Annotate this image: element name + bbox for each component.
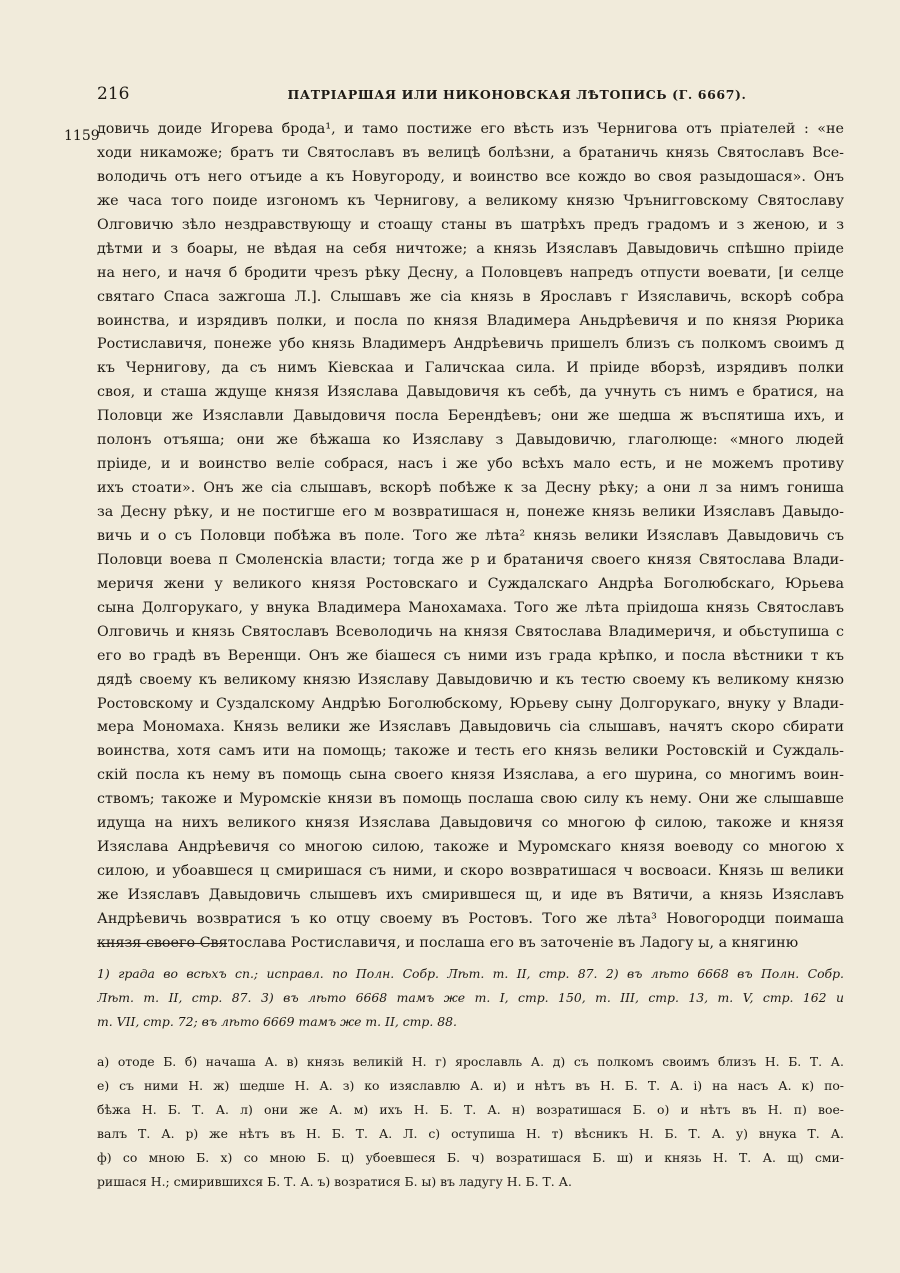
- footnote-divider: [97, 943, 227, 944]
- text-line: на него, и начя б бродити чрезъ рѣку Десну, а Половцевъ напредъ отпусти воевати, [и селце: [97, 264, 844, 281]
- page-number: 216: [97, 84, 130, 104]
- text-line: полонъ отъяша; они же бѣжаша ко Изяславу з Давыдовичю, глаголюще: «много людей: [97, 432, 844, 449]
- text-line: ходи никаможе; братъ ти Святославъ въ велицѣ болѣзни, а братаничь князь Святославъ Все-: [97, 144, 844, 161]
- text-line: Андрѣевичь возвратися ъ ко отцу своему въ Ростовъ. Того же лѣта³ Новогородци поимаша: [97, 910, 844, 927]
- text-line: за Десну рѣку, и не постигше его м возвратишася н, понеже князь велики Изяславъ Давыдо-: [97, 504, 844, 520]
- variant-line: а) отоде Б. б) начаша А. в) князь великій Н. г) ярославль А. д) съ полкомъ своимъ близъ Н. Б. Т. А.: [97, 1054, 844, 1069]
- running-title: ПАТРІАРШАЯ ИЛИ НИКОНОВСКАЯ ЛѢТОПИСЬ (Г. 6667).: [287, 87, 747, 102]
- text-line: сына Долгорукаго, у внука Владимера Манохамаха. Того же лѣта пріидоша князь Святославъ: [97, 599, 844, 616]
- footnote-line: 1) града во всѣхъ сп.; исправл. по Полн. Собр. Лѣт. т. II, стр. 87. 2) въ лѣто 6668 въ Полн. Собр.: [97, 966, 844, 981]
- text-line: Изяслава Андрѣевичя со многою силою, такоже и Муромскаго князя воеводу со многою х: [97, 839, 844, 856]
- text-line: воинства, и изрядивъ полки, и посла по князя Владимера Аньдрѣевичя и по князя Рюрика: [97, 312, 844, 329]
- main-text: [97, 118, 844, 956]
- text-line: скій посла къ нему въ помощь сына своего князя Изяслава, а его шурина, со многимъ воин-: [97, 767, 844, 784]
- text-line: ихъ стоати». Онъ же сіа слышавъ, вскорѣ побѣже к за Десну рѣку; а они л за нимъ гониша: [97, 480, 844, 497]
- variant-line: ришася Н.; смирившихся Б. Т. А. ъ) возратися Б. ы) въ ладугу Н. Б. Т. А.: [97, 1174, 572, 1189]
- text-line: же часа того поиде изгономъ къ Чернигову, а великому князю Чрънигговскому Святославу: [97, 192, 844, 209]
- text-line: вичь и о съ Половци побѣжа въ поле. Того же лѣта² князь велики Изяславъ Давыдовичь съ: [97, 527, 844, 544]
- text-line: дѣтми и з боары, не вѣдая на себя ничтоже; а князь Изяславъ Давыдовичь спѣшно пріиде: [97, 240, 844, 257]
- text-line: воинства, хотя самъ ити на помощь; такоже и тесть его князь велики Ростовскій и Суждаль-: [97, 743, 844, 760]
- text-line: же Изяславъ Давыдовичь слышевъ ихъ смирившеся щ, и иде въ Вятичи, а князь Изяславъ: [97, 887, 844, 903]
- text-line: пріиде, и и воинство веліе собрася, насъ і же убо всѣхъ мало есть, и не можемъ противу: [97, 456, 844, 473]
- variant-line: ф) со мною Б. х) со мною Б. ц) убоевшеся Б. ч) возратишася Б. ш) и князь Н. Т. А. щ) сми-: [97, 1150, 844, 1165]
- text-line: Олговичь и князь Святославъ Всеволодичь на князя Святослава Владимеричя, и обьступиша с: [97, 623, 844, 640]
- text-line: меричя жени у великого князя Ростовскаго и Суждалскаго Андрѣа Боголюбскаго, Юрьева: [97, 575, 844, 592]
- text-line: его во градѣ въ Веренщи. Онъ же біашеся съ ними изъ града крѣпко, и посла вѣстники т къ: [97, 647, 844, 664]
- text-line: ствомъ; такоже и Муромскіе князи въ помощь послаша свою силу къ нему. Они же слышавше: [97, 791, 844, 808]
- variant-line: валъ Т. А. р) же нѣтъ въ Н. Б. Т. А. Л. с) оступиша Н. т) вѣсникъ Н. Б. Т. А. у) внука Т. А.: [97, 1126, 844, 1141]
- text-line: князя своего Святослава Ростиславичя, и послаша его въ заточеніе въ Ладогу ы, а княгиню: [97, 934, 799, 951]
- text-line: своя, и сташа ждуще князя Изяслава Давыдовичя къ себѣ, да учнуть съ нимъ е братися, на: [97, 384, 844, 401]
- text-line: Половци же Изяславли Давыдовичя посла Берендѣевъ; они же шедша ж въспятиша ихъ, и: [97, 408, 844, 425]
- text-line: мера Мономаха. Князь велики же Изяславъ Давыдовичь сіа слышавъ, начятъ скоро сбирати: [97, 719, 844, 736]
- text-line: володичь отъ него отъиде а къ Новугороду, и воинство все кождо во своя разыдошася». Онъ: [97, 168, 844, 185]
- text-line: идуща на нихъ великого князя Изяслава Давыдовичя со многою ф силою, такоже и князя: [97, 815, 844, 832]
- footnote-line: Лѣт. т. II, стр. 87. 3) въ лѣто 6668 тамъ же т. I, стр. 150, т. III, стр. 13, т. V, стр. 162 и: [97, 990, 844, 1005]
- footnotes: [97, 962, 844, 1034]
- text-line: Половци воева п Смоленскіа власти; тогда же р и братаничя своего князя Святослава Влади-: [97, 551, 844, 568]
- text-line: довичь доиде Игорева брода¹, и тамо постиже его вѣсть изъ Чернигова отъ пріателей : «не: [97, 121, 844, 137]
- variant-line: е) съ ними Н. ж) шедше Н. А. з) ко изяславлю А. и) и нѣтъ въ Н. Б. Т. А. і) на насъ А. к) по-: [97, 1078, 844, 1093]
- margin-year: 1159: [64, 128, 100, 144]
- text-line: Ростиславичя, понеже убо князь Владимеръ Андрѣевичь пришелъ близъ съ полкомъ своимъ д: [97, 336, 844, 353]
- page-header: [97, 84, 842, 108]
- text-line: силою, и убоавшеся ц смиришася съ ними, и скоро возвратишася ч восвоаси. Князь ш велики: [97, 863, 844, 880]
- text-line: Олговичю зѣло нездравствующу и стоащу станы въ шатрѣхъ предъ градомъ и з женою, и з: [97, 216, 844, 233]
- variant-readings: [97, 1050, 844, 1194]
- text-line: святаго Спаса зажгоша Л.]. Слышавъ же сіа князь в Ярославъ г Изяславичь, вскорѣ собра: [97, 288, 844, 305]
- text-line: дядѣ своему къ великому князю Изяславу Давыдовичю и къ тестю своему къ великому князю: [97, 671, 844, 688]
- text-line: Ростовскому и Суздалскому Андрѣю Боголюбскому, Юрьеву сыну Долгорукаго, внуку у Влади-: [97, 695, 844, 712]
- footnote-line: т. VII, стр. 72; въ лѣто 6669 тамъ же т. II, стр. 88.: [97, 1014, 457, 1029]
- text-line: къ Чернигову, да съ нимъ Кіевскаа и Галичскаа сила. И пріиде вборзѣ, изрядивъ полки: [97, 360, 844, 377]
- variant-line: бѣжа Н. Б. Т. А. л) они же А. м) ихъ Н. Б. Т. А. н) возратишася Б. о) и нѣтъ въ Н. п) вое-: [97, 1102, 844, 1117]
